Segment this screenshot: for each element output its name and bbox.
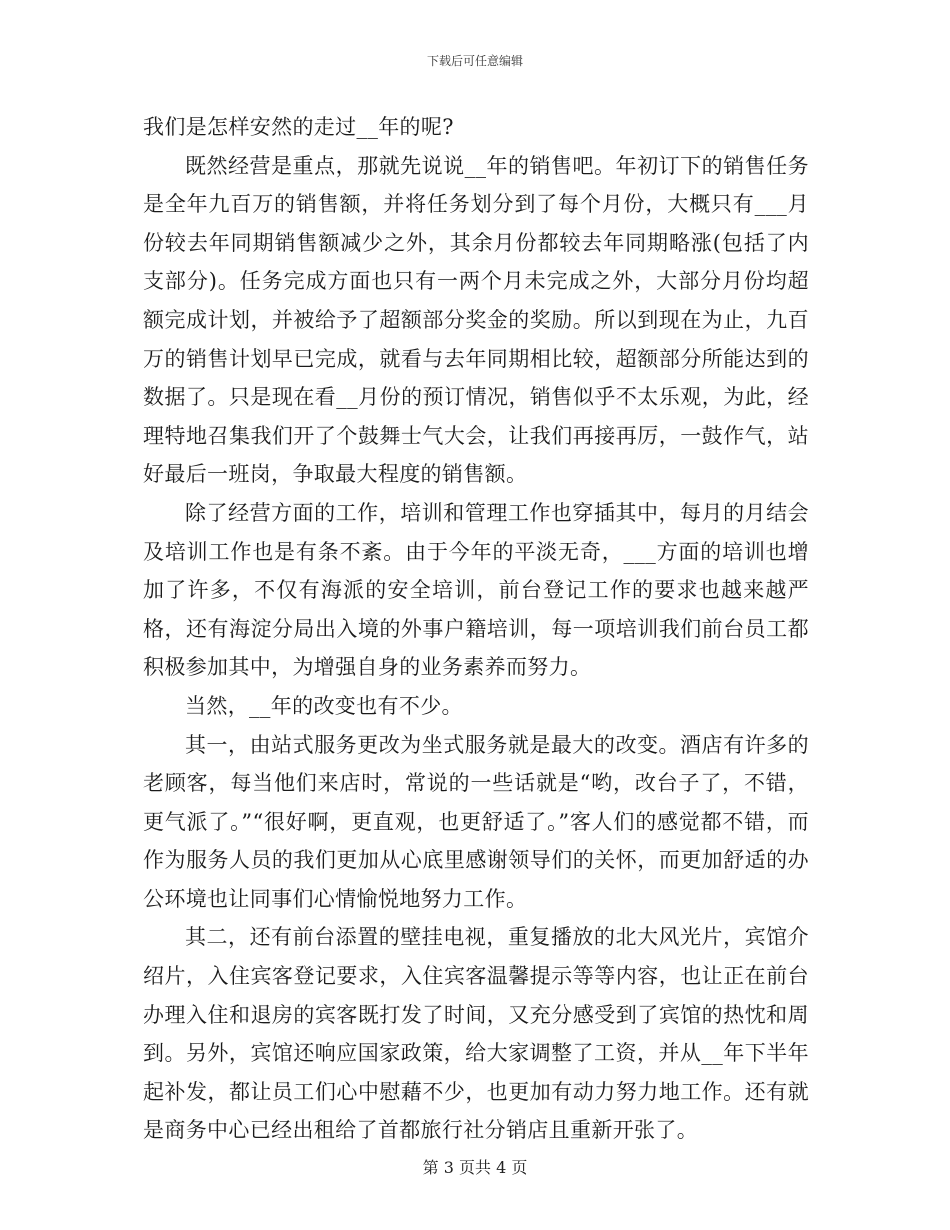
paragraph-change-one: 其一，由站式服务更改为坐式服务就是最大的改变。酒店有许多的老顾客，每当他们来店时，常说的一些话就是“哟，改台子了，不错，更气派了。”“很好啊，更直观，也更舒适了。”客人们的感觉都不错，而作为服务人员的我们更加从心底里感谢领导们的关怀，而更加舒适的办公环境也让同事们心情愉悦地努力工作。 [143, 732, 809, 911]
paragraph-intro: 我们是怎样安然的走过__年的呢? [143, 115, 454, 139]
paragraph-training: 除了经营方面的工作，培训和管理工作也穿插其中，每月的月结会及培训工作也是有条不紊。由于今年的平淡无奇，___方面的培训也增加了许多，不仅有海派的安全培训，前台登记工作的要求也越来越严格，还有海淀分局出入境的外事户籍培训，每一项培训我们前台员工都积极参加其中，为增强自身的业务素养而努力。 [143, 500, 809, 680]
paragraph-changes: 当然，__年的改变也有不少。 [185, 693, 463, 718]
page-number: 第 3 页共 4 页 [422, 1158, 528, 1177]
paragraph-change-two: 其二，还有前台添置的壁挂电视，重复播放的北大风光片，宾馆介绍片，入住宾客登记要求，入住宾客温馨提示等等内容，也让正在前台办理入住和退房的宾客既打发了时间，又充分感受到了宾馆的热忱和周到。另外，宾馆还响应国家政策，给大家调整了工资，并从__年下半年起补发，都让员工们心中慰藉不少，也更加有动力努力地工作。还有就是商务中心已经出租给了首都旅行社分销店且重新开张了。 [143, 925, 809, 1143]
document-body [143, 108, 809, 1150]
page-header: 下载后可任意编辑 [426, 54, 523, 68]
paragraph-sales: 既然经营是重点，那就先说说__年的销售吧。年初订下的销售任务是全年九百万的销售额，并将任务划分到了每个月份，大概只有___月份较去年同期销售额减少之外，其余月份都较去年同期略涨(包括了内支部分)。任务完成方面也只有一两个月未完成之外，大部分月份均超额完成计划，并被给予了超额部分奖金的奖励。所以到现在为止，九百万的销售计划早已完成，就看与去年同期相比较，超额部分所能达到的数据了。只是现在看__月份的预订情况，销售似乎不太乐观，为此，经理特地召集我们开了个鼓舞士气大会，让我们再接再厉，一鼓作气，站好最后一班岗，争取最大程度的销售额。 [143, 153, 809, 487]
